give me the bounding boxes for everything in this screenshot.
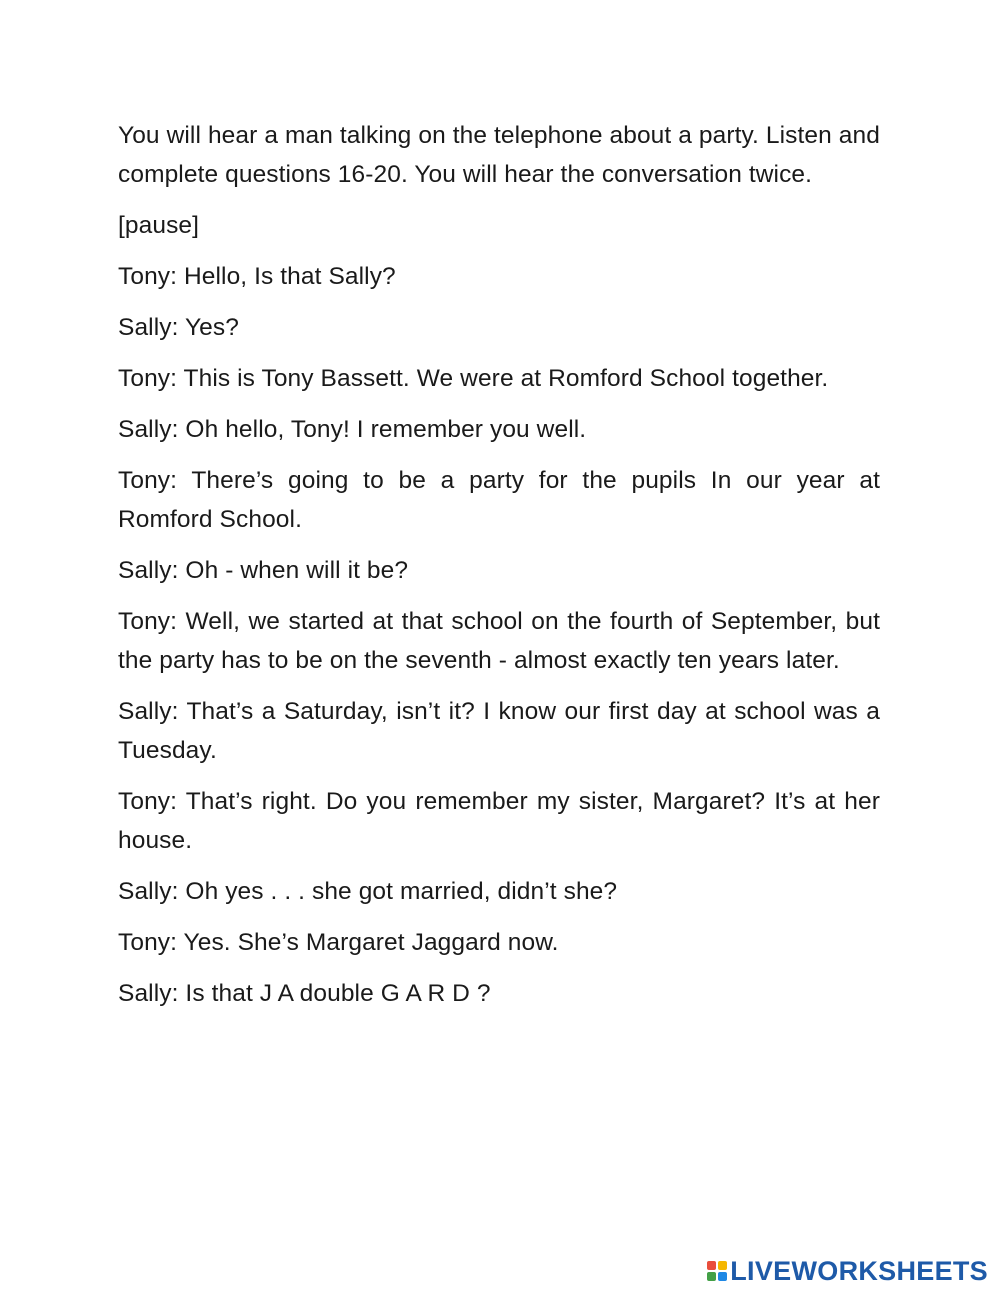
logo-square-yellow <box>718 1261 727 1270</box>
logo-text: LIVEWORKSHEETS <box>730 1256 988 1286</box>
dialogue-line: Sally: Oh - when will it be? <box>118 557 409 584</box>
dialogue-line: Tony: There’s going to be a party for the pupils In our year at Romford School. <box>118 467 880 533</box>
dialogue-line: Tony: Hello, Is that Sally? <box>118 263 396 290</box>
logo-square-blue <box>718 1272 727 1281</box>
dialogue-line: Sally: Is that J A double G A R D ? <box>118 980 491 1007</box>
dialogue-line: Sally: That’s a Saturday, isn’t it? I know our first day at school was a Tuesday. <box>118 698 880 764</box>
liveworksheets-logo[interactable] <box>707 1256 988 1286</box>
liveworksheets-logo-icon <box>707 1261 727 1281</box>
dialogue-line: Tony: Yes. She’s Margaret Jaggard now. <box>118 929 559 956</box>
logo-square-green <box>707 1272 716 1281</box>
dialogue-line: Sally: Oh yes . . . she got married, didn’t she? <box>118 878 618 905</box>
transcript-page <box>118 116 880 1025</box>
dialogue-line: Tony: This is Tony Bassett. We were at Romford School together. <box>118 365 829 392</box>
dialogue-line: Tony: That’s right. Do you remember my sister, Margaret? It’s at her house. <box>118 788 880 854</box>
instructions-paragraph: You will hear a man talking on the telephone about a party. Listen and complete questions 16-20. You will hear the conversation twice. <box>118 122 880 188</box>
logo-square-red <box>707 1261 716 1270</box>
dialogue-line: Sally: Yes? <box>118 314 239 341</box>
dialogue-line: Tony: Well, we started at that school on the fourth of September, but the party has to be on the seventh - almost exactly ten years later. <box>118 608 880 674</box>
pause-marker: [pause] <box>118 212 200 239</box>
dialogue-line: Sally: Oh hello, Tony! I remember you well. <box>118 416 587 443</box>
